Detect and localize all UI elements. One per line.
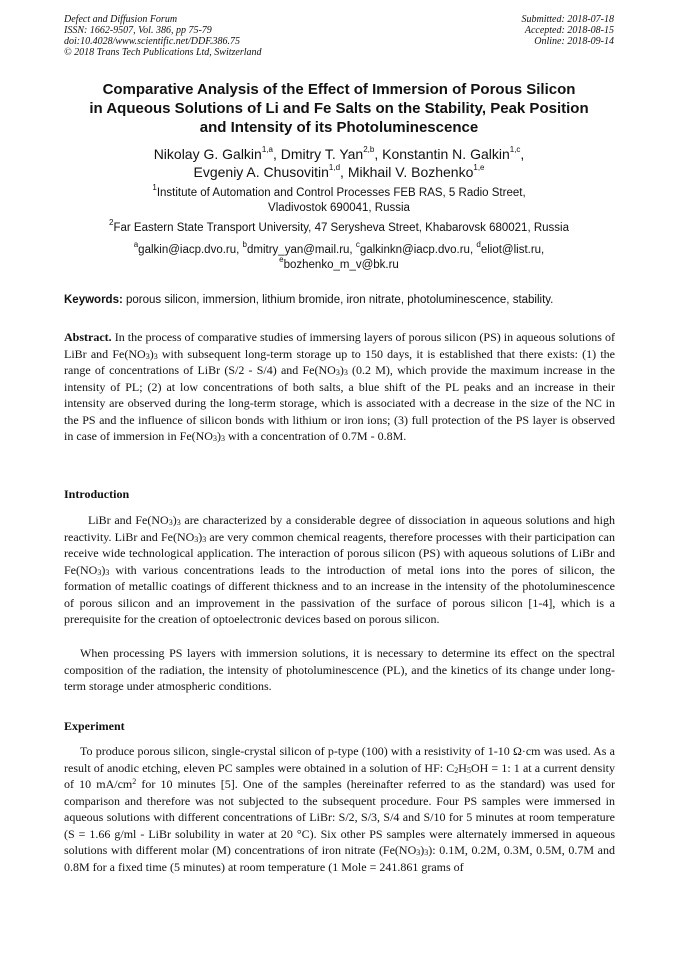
affiliation-2: $^2$Far Eastern State Transport University, 47 Serysheva Street, Khabarovsk 680021, Russia [109, 218, 569, 234]
journal-doi: doi:10.4028/www.scientific.net/DDF.386.75 [64, 36, 241, 47]
journal-copyright: © 2018 Trans Tech Publications Ltd, Switzerland [64, 47, 262, 58]
author-list: Nikolay G. Galkin$^{1,a}$, Dmitry T. Yan$^{2,b}$, Konstantin N. Galkin$^{1,c}$, Evgeniy A. Chusovitin$^{1,d}$, Mikhail V. Bozhenko$^{1,e}$ [153, 145, 525, 180]
title-line: and Intensity of its Photoluminescence [199, 119, 479, 136]
accepted-date: Accepted: 2018-08-15 [524, 25, 614, 36]
keywords-text: porous silicon, immersion, lithium bromide, iron nitrate, photoluminescence, stability. [122, 294, 554, 306]
submitted-date: Submitted: 2018-07-18 [521, 14, 614, 25]
keywords [64, 293, 616, 308]
author-name: Mikhail V. Bozhenko [347, 164, 474, 180]
keywords-label: Keywords: [64, 294, 123, 306]
email-link[interactable]: galkinkn@iacp.dvo.ru, [359, 244, 474, 256]
journal-header [64, 14, 262, 58]
affiliation-1: $^1$Institute of Automation and Control Processes FEB RAS, 5 Radio Street, Vladivostok 690041, Russia [152, 183, 526, 214]
abstract-label: Abstract. [64, 330, 112, 344]
author-name: Dmitry T. Yan [280, 146, 364, 162]
author-emails: $^a$galkin@iacp.dvo.ru, $^b$dmitry_yan@mail.ru, $^c$galkinkn@iacp.dvo.ru, $^d$eliot@list.ru, $^e$bozhenko_m_v@bk.ru [133, 240, 545, 271]
author-name: Konstantin N. Galkin [382, 146, 510, 162]
author-name: Evgeniy A. Chusovitin [193, 164, 329, 180]
email-link[interactable]: bozhenko_m_v@bk.ru [283, 259, 399, 271]
online-date: Online: 2018-09-14 [534, 36, 614, 47]
paper-title [40, 80, 638, 137]
experiment-paragraph: To produce porous silicon, single-crystal silicon of p-type (100) with a resistivity of 1-10 Ω·cm was used. As a result of anodic etching, eleven PC samples were obtained in a solution of HF: $C_2H_5OH = 1$: 1 at a current density of 10 $mA/cm^2$ for 10 minutes [5]. One of the samples (hereinafter referred to as the standard) was used for comparison and therefore was not subjected to the subsequent procedure. Four PS samples were immersed in aqueous solutions with different concentrations of LiBr: S/2, S/3, S/4 and S/10 for 5 minutes at room temperature (S = 1.66 g/ml - LiBr solubility in water at 20 °C). Six other PS samples were alternately immersed in aqueous solutions with different molar (M) concentrations of iron nitrate $(Fe(NO_3)_3)$: 0.1M, 0.2M, 0.3M, 0.5M, 0.7M and 0.8M for a fixed time (5 minutes) at room temperature (1 Mole = 241.861 grams of [64, 744, 616, 874]
email-link[interactable]: eliot@list.ru, [480, 244, 545, 256]
journal-name: Defect and Diffusion Forum [64, 14, 178, 25]
introduction-paragraph: LiBr and $Fe(NO_3)_3$ are characterized by a considerable degree of dissociation in aqueous solutions and high reactivity. LiBr and $Fe(NO_3)_3$ are very common chemical reagents, therefore processes with their participation can receive wide technological application. The interaction of porous silicon (PS) with aqueous solutions of LiBr and $Fe(NO_3)_3$ with various concentrations leads to the introduction of metal ions into the pores of silicon, the formation of metallic coatings of different thickness and to an increase in the intensity of the photoluminescence of porous silicon and an improvement in the passivation of the surface of porous silicon [1-4], which is a prerequisite for the creation of optoelectronic devices based on porous silicon. [64, 513, 616, 626]
section-heading-introduction: Introduction [64, 487, 130, 501]
introduction-paragraph: When processing PS layers with immersion solutions, it is necessary to determine its effect on the spectral composition of the radiation, the intensity of photoluminescence (PL), and the kinetics of its change under long-term storage under atmospheric conditions. [64, 646, 615, 693]
section-heading-experiment: Experiment [64, 719, 125, 733]
submission-dates [522, 14, 615, 47]
email-link[interactable]: dmitry_yan@mail.ru, [247, 244, 353, 256]
title-line: Comparative Analysis of the Effect of Immersion of Porous Silicon [102, 81, 576, 98]
email-link[interactable]: galkin@iacp.dvo.ru, [138, 244, 240, 256]
title-line: in Aqueous Solutions of Li and Fe Salts on the Stability, Peak Position [89, 100, 589, 117]
author-name: Nikolay G. Galkin [153, 146, 262, 162]
abstract: Abstract. In the process of comparative studies of immersing layers of porous silicon (PS) in aqueous solutions of LiBr and $Fe(NO_3)_3$ with subsequent long-term storage up to 150 days, it is established that there exists: (1) the range of concentrations of LiBr (S/2 - S/4) and $Fe(NO_3)_3$ (0.2 M), which provide the maximum increase in the intensity of PL; (2) at low concentrations of both salts, a blue shift of the PL peaks and an increase in their intensity are observed during the long-term storage, which is associated with a decrease in the size of the NC in the PS and the influence of silicon bonds with lithium or iron ions; (3) full protection of the PS layer is observed in case of immersion in $Fe(NO_3)_3$ with a concentration of 0.7M - 0.8M. [64, 330, 616, 443]
journal-issn: ISSN: 1662-9507, Vol. 386, pp 75-79 [64, 25, 212, 36]
